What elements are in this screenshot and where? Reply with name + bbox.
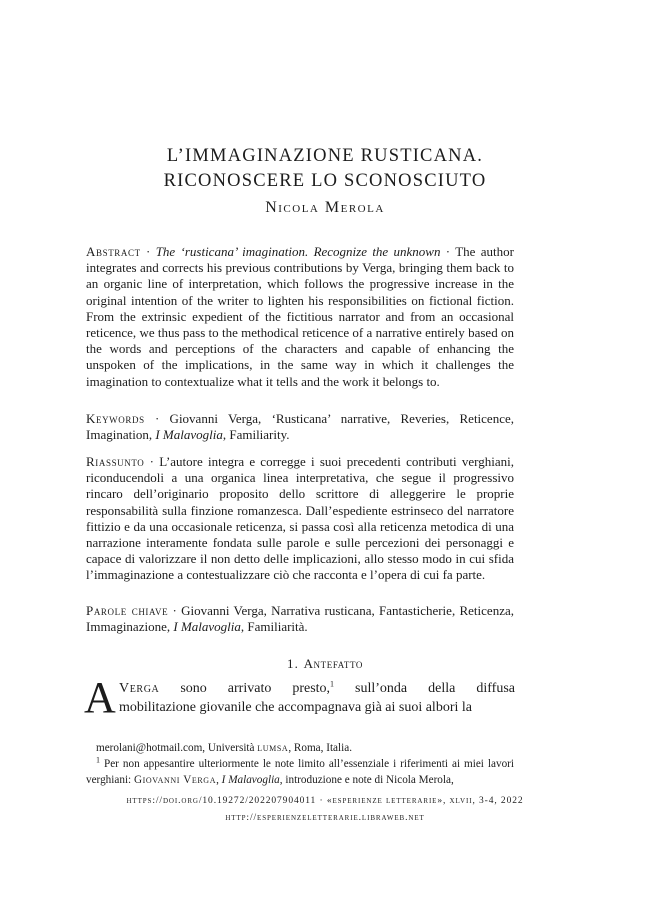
doi-line[interactable]: https://doi.org/10.19272/202207904011 · «esperienze letterarie», xlvii, 3-4, 2022	[126, 796, 524, 806]
body-word: presto,	[292, 681, 331, 696]
body-line-2: mobilitazione giovanile che accompagnava già ai suoi albori la	[119, 699, 472, 715]
keywords-text: · Giovanni Verga, ‘Rusticana’ narrative, Reveries, Reticence, Imagination,	[86, 411, 514, 443]
section-number: 1.	[286, 656, 300, 671]
section-heading	[0, 656, 650, 672]
parole-chiave-paragraph	[86, 603, 514, 635]
body-word: sull’onda	[355, 681, 408, 696]
footnote-1-text: Per non appesantire ulteriormente le note limito all’essenziale i riferimenti ai miei lavori verghiani:	[86, 758, 514, 786]
body-line-1	[119, 680, 515, 699]
body-word: arrivato	[227, 681, 272, 696]
footnote-1-rest: , introduzione e note di Nicola Merola,	[279, 773, 454, 786]
footnote-1	[86, 757, 514, 788]
drop-cap: A	[84, 673, 116, 722]
body-word: diffusa	[476, 681, 515, 696]
section-title: Antefatto	[303, 656, 364, 671]
footnote-marker[interactable]: 1	[330, 679, 335, 689]
article-title-line-1: L’IMMAGINAZIONE RUSTICANA.	[166, 146, 484, 166]
abstract-separator: ·	[140, 244, 156, 259]
author-name: Nicola Merola	[265, 199, 385, 216]
keywords-paragraph	[86, 411, 514, 443]
affiliation-rest: , Roma, Italia.	[288, 742, 353, 754]
parole-chiave-italic: I Malavoglia	[173, 619, 241, 635]
riassunto-paragraph	[86, 454, 514, 584]
body-word: della	[428, 681, 456, 696]
body-word-with-note	[292, 680, 334, 699]
footnote-1-sep: ,	[216, 773, 222, 786]
keywords-text-end: , Familiarity.	[222, 427, 290, 443]
body-word: Verga	[119, 681, 160, 696]
body-paragraph	[119, 680, 515, 717]
abstract-text: · The author integrates and corrects his previous contributions by Verga, bringing them back to an organic line of interpretation, which follows the progressive increase in the original intention of the writer to lighten his responsibilities on fictional fiction. From the extrinsic expedient of the fictitious narrator and from an occasional reticence, we thus pass to the methodical reticence of a narrative entirely based on the words and perceptions of the characters and capable of enhancing the unspoken of the implications, in the same way in which it challenges the imagination to contextualize what it tells and the work it belongs to.	[86, 244, 514, 389]
article-title-line-2: RICONOSCERE LO SCONOSCIUTO	[163, 171, 487, 191]
abstract-paragraph	[86, 244, 514, 390]
footnote-1-marker: 1	[96, 755, 100, 765]
keywords-label: Keywords	[86, 411, 145, 426]
abstract-label: Abstract	[86, 244, 141, 259]
parole-chiave-text-end: , Familiarità.	[240, 619, 308, 635]
parole-chiave-text: · Giovanni Verga, Narrativa rusticana, Fantasticherie, Reticenza, Immaginazione,	[86, 603, 514, 635]
footnote-1-author: Giovanni Verga	[133, 773, 217, 786]
riassunto-text: · L’autore integra e corregge i suoi precedenti contributi verghiani, riconducendoli a una organica linea interpretativa, che segue il progressivo rincaro dell’originario proposito dello scrittore di alleggerire le proprie responsabilità sulla finzione romanzesca. Dall’espediente estrinseco del narratore fittizio e da una occasionale reticenza, si passa così alla reticenza metodica di una narrazione interamente fondata sulle parole e sulle percezioni dei personaggi e capace di valorizzare il non detto delle implicazioni, allo stesso modo in cui sfida l’immaginazione a contestualizzare ciò che racconta e l’opera di cui fa parte.	[86, 454, 514, 583]
footnote-1-title: I Malavoglia	[221, 773, 280, 786]
author-affiliation-note	[86, 741, 514, 757]
riassunto-label: Riassunto	[86, 454, 145, 469]
journal-url[interactable]: http://esperienzeletterarie.libraweb.net	[225, 813, 425, 823]
body-word: sono	[180, 681, 207, 696]
abstract-english-title: The ‘rusticana’ imagination. Recognize the unknown	[155, 244, 441, 259]
keywords-italic: I Malavoglia	[155, 427, 223, 443]
author-email: merolani@hotmail.com, Università	[96, 742, 255, 754]
parole-chiave-label: Parole chiave	[86, 603, 169, 618]
university-abbrev: lumsa	[257, 742, 289, 754]
